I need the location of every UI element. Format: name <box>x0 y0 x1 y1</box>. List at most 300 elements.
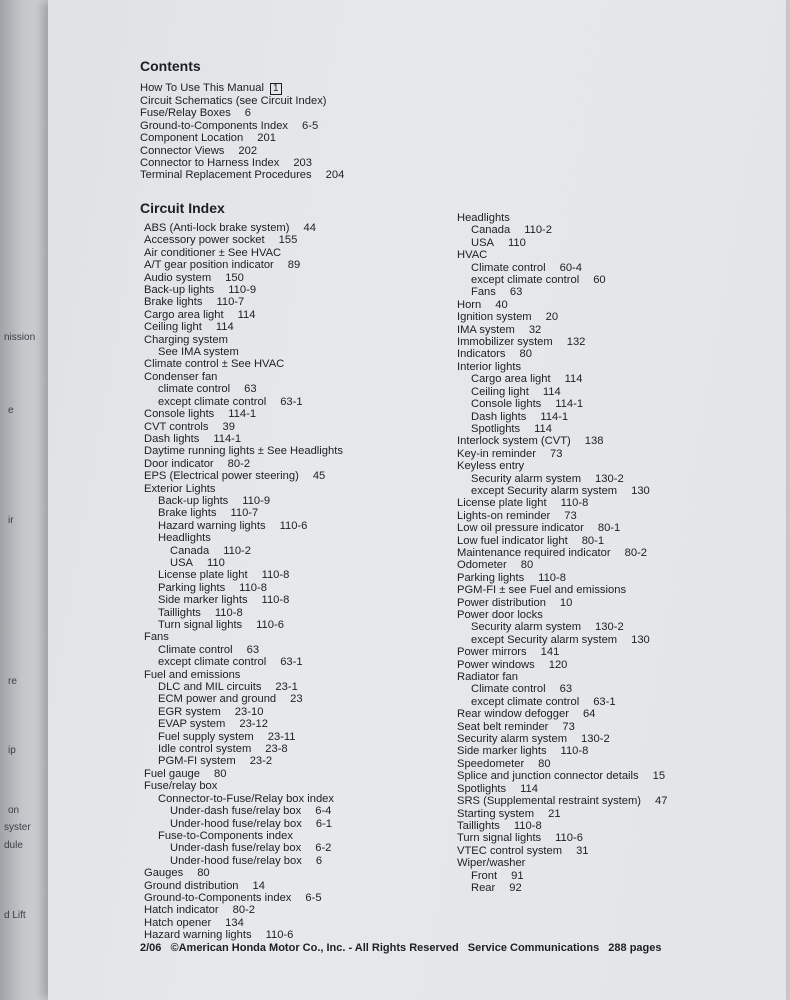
index-entry-label: Side marker lights <box>457 745 547 758</box>
index-entry-page: 114 <box>520 782 538 795</box>
index-entry-page: 63 <box>509 286 523 299</box>
index-entry-label: Low oil pressure indicator <box>457 522 584 535</box>
index-entry-page: 63-1 <box>280 656 303 669</box>
circuit-index-section <box>140 200 740 942</box>
index-entry-label: Fuel supply system <box>158 730 254 743</box>
index-entry-page: 114-1 <box>555 398 584 411</box>
index-entry-label: Condenser fan <box>144 370 218 383</box>
index-entry-page: 80 <box>519 348 532 361</box>
index-entry-label: Power mirrors <box>457 646 527 659</box>
index-entry-page: 45 <box>312 470 326 483</box>
index-entry-page: 21 <box>548 807 561 820</box>
index-entry-page: 155 <box>278 234 298 247</box>
index-entry-page: 114-1 <box>228 408 257 421</box>
index-entry-label: ABS (Anti-lock brake system) <box>144 222 290 234</box>
index-entry-label: SRS (Supplemental restraint system) <box>457 795 642 808</box>
binding-fragment-text: re <box>8 676 17 687</box>
index-entry-label: Dash lights <box>144 432 200 445</box>
index-entry <box>144 408 343 420</box>
index-entry-page: 138 <box>584 435 604 448</box>
contents-item-page: 6-5 <box>302 119 319 132</box>
index-column-left <box>144 222 343 942</box>
index-entry <box>457 324 668 336</box>
index-entry-page: 110-7 <box>230 507 259 520</box>
index-entry-label: Climate control <box>158 643 233 656</box>
index-entry <box>457 460 668 472</box>
index-entry-label: Accessory power socket <box>144 234 265 247</box>
index-entry-page: 63-1 <box>593 695 616 708</box>
index-entry-page: 32 <box>528 323 542 336</box>
index-entry <box>144 247 343 259</box>
index-entry <box>457 398 668 410</box>
index-entry-label: Ground-to-Components index <box>144 891 292 904</box>
index-entry-label: Console lights <box>471 398 542 411</box>
index-entry-label: HVAC <box>457 249 488 262</box>
index-entry-label: Ignition system <box>457 311 532 324</box>
index-entry <box>144 743 343 755</box>
index-entry-page: 80 <box>197 867 210 880</box>
index-entry-page: 110-8 <box>261 569 290 582</box>
index-entry-page: 141 <box>540 646 560 659</box>
index-entry-label: Door indicator <box>144 457 214 470</box>
index-entry <box>144 755 343 767</box>
index-entry-label: Hatch indicator <box>144 904 219 917</box>
index-entry <box>457 584 668 596</box>
index-entry <box>457 597 668 609</box>
index-entry-label: USA <box>170 556 194 569</box>
index-entry-label: Rear window defogger <box>457 708 569 721</box>
index-entry-label: License plate light <box>158 569 248 582</box>
binding-fragment-text: d Lift <box>4 910 26 921</box>
contents-item-page: 1 <box>270 83 282 95</box>
index-entry-label: Under-dash fuse/relay box <box>170 842 302 855</box>
index-entry-label: Daytime running lights ± See Headlights <box>144 445 343 458</box>
index-entry <box>457 249 668 261</box>
index-entry-label: Climate control ± See HVAC <box>144 358 285 371</box>
index-entry <box>144 545 343 557</box>
index-entry-label: Ceiling light <box>144 321 202 334</box>
index-entry <box>457 274 668 286</box>
index-entry-page: 80-2 <box>227 457 251 470</box>
index-entry <box>457 411 668 423</box>
index-entry-page: 10 <box>559 596 573 609</box>
index-entry-page: 73 <box>549 447 563 460</box>
binding-fragment-text: dule <box>4 840 23 851</box>
index-entry-page: 114-1 <box>213 432 242 445</box>
index-entry-page: 73 <box>564 509 577 522</box>
index-entry-label: Maintenance required indicator <box>457 546 611 559</box>
contents-item <box>140 82 760 95</box>
index-entry-page: 110-8 <box>513 819 542 832</box>
index-entry <box>144 880 343 892</box>
index-entry-label: Spotlights <box>457 782 507 795</box>
index-entry <box>144 483 343 495</box>
contents-list <box>140 82 760 182</box>
index-entry <box>144 607 343 619</box>
index-entry <box>144 272 343 284</box>
index-entry-label: Interior lights <box>457 360 522 373</box>
contents-item-page: 202 <box>238 144 258 157</box>
index-entry <box>457 336 668 348</box>
index-entry-label: Security alarm system <box>471 621 582 634</box>
index-entry <box>144 929 343 941</box>
index-entry <box>144 681 343 693</box>
index-entry <box>144 917 343 929</box>
index-entry <box>457 212 668 224</box>
index-entry-page: 23-2 <box>249 755 273 768</box>
index-entry-label: CVT controls <box>144 420 209 433</box>
index-entry-label: Power door locks <box>457 609 543 621</box>
index-entry <box>457 435 668 447</box>
index-entry-label: Canada <box>170 544 210 557</box>
index-entry <box>457 845 668 857</box>
index-entry-label: Wiper/washer <box>457 857 526 870</box>
index-entry <box>457 286 668 298</box>
index-entry-label: Canada <box>471 224 511 237</box>
index-entry-page: 114 <box>237 308 256 321</box>
index-entry <box>457 758 668 770</box>
index-entry-page: 110-6 <box>265 929 294 942</box>
index-entry-page: 6-5 <box>305 891 322 904</box>
contents-item-label: Ground-to-Components Index <box>140 119 289 132</box>
binding-fragment-text: nission <box>4 332 36 343</box>
index-entry <box>457 634 668 646</box>
index-entry-label: Spotlights <box>471 422 521 435</box>
index-entry <box>457 497 668 509</box>
footer-dept: Service Communications <box>467 942 600 954</box>
index-entry-page: 80-1 <box>597 522 621 535</box>
index-entry-label: Odometer <box>457 559 507 572</box>
index-entry-page: 132 <box>566 336 586 349</box>
index-entry-label: Taillights <box>158 606 201 619</box>
index-entry-label: License plate light <box>457 497 547 510</box>
index-entry <box>144 470 343 482</box>
index-entry <box>457 535 668 547</box>
index-entry <box>457 522 668 534</box>
contents-item <box>140 145 760 157</box>
index-entry-page: 130-2 <box>595 472 624 485</box>
index-entry <box>144 507 343 519</box>
index-entry <box>457 745 668 757</box>
index-entry <box>457 708 668 720</box>
index-entry-page: 60 <box>593 274 606 287</box>
index-entry-page: 39 <box>222 420 235 433</box>
index-entry <box>457 621 668 633</box>
index-entry-label: Immobilizer system <box>457 336 553 349</box>
index-entry-page: 63 <box>244 383 257 396</box>
index-entry-page: 63-1 <box>280 395 303 408</box>
index-entry <box>144 495 343 507</box>
index-entry-label: Hazard warning lights <box>158 519 266 532</box>
index-entry <box>457 373 668 385</box>
contents-item-label: Connector Views <box>140 144 225 157</box>
index-entry-page: 114-1 <box>540 410 569 423</box>
index-entry-page: 110-8 <box>560 745 589 758</box>
binding-fragment-text: syster <box>4 822 31 833</box>
index-entry <box>457 870 668 882</box>
index-entry-page: 130-2 <box>595 621 624 634</box>
index-entry <box>144 656 343 668</box>
index-entry-label: Power windows <box>457 658 535 671</box>
contents-item-label: Terminal Replacement Procedures <box>140 169 312 182</box>
index-entry-label: Key-in reminder <box>457 447 536 460</box>
index-entry <box>457 448 668 460</box>
index-entry-page: 63 <box>559 683 573 696</box>
index-entry-page: 92 <box>509 881 522 894</box>
index-entry-label: Cargo area light <box>471 373 551 386</box>
index-entry-page: 134 <box>225 916 244 929</box>
binding-fragment-text: ip <box>8 745 16 756</box>
contents-item-label: Component Location <box>140 132 244 145</box>
contents-item <box>140 132 760 144</box>
index-entry <box>144 358 343 370</box>
index-entry <box>144 346 343 358</box>
contents-item <box>140 157 760 169</box>
index-entry-label: Fuel gauge <box>144 767 200 780</box>
index-entry <box>457 224 668 236</box>
index-entry <box>457 237 668 249</box>
index-entry-page: 120 <box>548 658 568 671</box>
index-entry-page: 23-8 <box>265 743 288 756</box>
index-entry-label: Dash lights <box>471 410 527 423</box>
index-entry-label: EVAP system <box>158 718 226 731</box>
index-entry <box>144 433 343 445</box>
index-entry-label: Lights-on reminder <box>457 509 551 522</box>
index-entry-page: 47 <box>655 795 668 808</box>
index-entry-page: 110-8 <box>239 581 267 594</box>
index-entry <box>144 321 343 333</box>
index-entry-page: 6-4 <box>315 805 332 818</box>
index-entry-label: Rear <box>471 881 496 894</box>
index-entry <box>144 619 343 631</box>
index-entry-page: 31 <box>576 844 589 857</box>
index-entry-page: 114 <box>215 321 234 334</box>
index-entry <box>144 805 343 817</box>
index-entry-page: 110 <box>207 556 225 569</box>
index-entry-page: 40 <box>495 298 508 311</box>
index-entry <box>144 445 343 457</box>
index-entry-page: 110 <box>508 236 526 249</box>
footer-copyright: ©American Honda Motor Co., Inc. - All Rights Reserved <box>170 942 459 954</box>
index-entry-page: 6-1 <box>315 817 333 830</box>
index-entry-page: 110-6 <box>279 519 308 532</box>
binding-fragment-text: on <box>8 805 20 816</box>
index-entry <box>144 520 343 532</box>
footer-pages: 288 pages <box>608 942 662 954</box>
index-entry <box>144 669 343 681</box>
index-entry <box>457 820 668 832</box>
index-entry-label: ECM power and ground <box>158 693 277 706</box>
index-entry <box>457 696 668 708</box>
index-entry <box>457 832 668 844</box>
index-entry <box>144 371 343 383</box>
index-entry-label: Parking lights <box>457 571 525 584</box>
index-entry-label: Gauges <box>144 867 184 880</box>
contents-item-page: 201 <box>257 132 276 145</box>
index-entry-label: except climate control <box>471 695 580 708</box>
footer-date: 2/06 <box>140 942 162 954</box>
index-entry-label: Under-hood fuse/relay box <box>170 817 302 830</box>
index-entry-label: Under-dash fuse/relay box <box>170 805 302 818</box>
index-entry-label: A/T gear position indicator <box>144 259 274 272</box>
contents-item-label: Connector to Harness Index <box>140 157 280 170</box>
index-entry-label: PGM-FI system <box>158 755 236 768</box>
index-entry-page: 6-2 <box>315 842 332 855</box>
index-entry-label: except Security alarm system <box>471 633 618 646</box>
index-entry <box>457 572 668 584</box>
index-entry <box>457 646 668 658</box>
index-entry-page: 80-2 <box>232 904 256 917</box>
index-entry-label: Fuel and emissions <box>144 668 241 681</box>
index-entry-label: Starting system <box>457 807 535 820</box>
index-entry <box>457 510 668 522</box>
index-entry-label: PGM-FI ± see Fuel and emissions <box>457 584 627 597</box>
index-entry-page: 110-8 <box>560 497 589 510</box>
index-entry-page: 14 <box>252 879 265 892</box>
index-entry-label: Taillights <box>457 819 500 832</box>
index-column-right <box>457 212 668 894</box>
index-entry-label: Brake lights <box>158 507 217 520</box>
index-entry-page: 23-11 <box>267 730 296 743</box>
index-entry <box>457 559 668 571</box>
index-entry <box>457 733 668 745</box>
index-entry <box>144 793 343 805</box>
index-entry <box>457 783 668 795</box>
index-entry <box>457 770 668 782</box>
index-entry-label: Fans <box>144 631 169 644</box>
index-entry-label: Turn signal lights <box>457 832 542 845</box>
index-entry <box>144 296 343 308</box>
index-entry <box>144 706 343 718</box>
index-entry-label: Radiator fan <box>457 671 518 684</box>
index-entry-page: 23-1 <box>275 681 298 694</box>
index-entry <box>144 842 343 854</box>
index-entry-label: EPS (Electrical power steering) <box>144 470 299 483</box>
index-entry-label: Splice and junction connector details <box>457 770 639 783</box>
index-entry <box>144 334 343 346</box>
index-entry-page: 23-10 <box>234 705 264 718</box>
index-entry-page: 114 <box>542 385 561 398</box>
index-entry-label: except climate control <box>471 274 580 287</box>
contents-title: Contents <box>140 58 201 74</box>
index-entry <box>144 234 343 246</box>
index-entry-label: Keyless entry <box>457 460 525 473</box>
index-entry-label: except Security alarm system <box>471 484 618 497</box>
index-entry-label: Front <box>471 869 498 882</box>
index-entry-label: Back-up lights <box>158 494 229 507</box>
index-entry <box>457 808 668 820</box>
contents-item-label: Circuit Schematics (see Circuit Index) <box>140 95 327 107</box>
index-entry-page: 23-12 <box>239 718 268 731</box>
index-entry-label: Cargo area light <box>144 308 224 321</box>
index-entry-page: 110-8 <box>261 594 290 607</box>
index-entry-label: VTEC control system <box>457 844 563 857</box>
index-entry <box>144 904 343 916</box>
index-entry-label: EGR system <box>158 705 221 718</box>
index-entry <box>144 383 343 395</box>
index-entry <box>144 693 343 705</box>
index-entry-page: 89 <box>287 259 301 272</box>
index-entry <box>457 795 668 807</box>
index-entry-label: Connector-to-Fuse/Relay box index <box>158 792 334 805</box>
index-entry-label: Headlights <box>457 212 510 224</box>
index-entry-label: Ground distribution <box>144 879 239 892</box>
index-entry-label: Exterior Lights <box>144 482 216 495</box>
index-entry-page: 114 <box>534 422 552 435</box>
index-entry-label: See IMA system <box>158 346 239 359</box>
index-entry <box>144 631 343 643</box>
index-entry <box>144 582 343 594</box>
index-entry-page: 114 <box>564 373 583 386</box>
index-entry-label: Brake lights <box>144 296 203 309</box>
index-entry-label: Climate control <box>471 683 546 696</box>
index-entry-label: USA <box>471 236 495 249</box>
index-entry-page: 80-2 <box>624 546 648 559</box>
index-entry <box>144 731 343 743</box>
index-entry <box>457 721 668 733</box>
index-entry-page: 130 <box>631 484 650 497</box>
index-entry-page: 63 <box>246 643 260 656</box>
contents-section <box>140 58 760 182</box>
index-entry-page: 91 <box>511 869 524 882</box>
index-entry-label: Speedometer <box>457 757 525 770</box>
index-entry-label: Headlights <box>158 532 211 545</box>
contents-item-page: 6 <box>244 107 252 120</box>
index-entry-page: 110-2 <box>223 544 251 557</box>
index-entry <box>144 768 343 780</box>
index-entry <box>457 659 668 671</box>
contents-item <box>140 107 760 119</box>
contents-item <box>140 95 760 107</box>
index-entry-page: 110-7 <box>216 296 245 309</box>
previous-page-binding <box>0 0 48 1000</box>
index-entry-page: 80 <box>538 757 551 770</box>
index-entry <box>144 718 343 730</box>
index-entry-page: 20 <box>545 311 559 324</box>
index-entry-label: Low fuel indicator light <box>457 534 568 547</box>
index-entry <box>457 485 668 497</box>
index-entry-label: Parking lights <box>158 581 226 594</box>
page-footer <box>140 942 668 954</box>
index-entry-label: Side marker lights <box>158 594 248 607</box>
index-entry-label: climate control <box>158 383 231 396</box>
index-entry-label: Indicators <box>457 348 506 361</box>
index-entry <box>457 299 668 311</box>
index-entry <box>144 309 343 321</box>
index-entry <box>144 259 343 271</box>
index-entry-page: 110-9 <box>228 284 257 297</box>
index-entry <box>457 857 668 869</box>
index-entry-label: Hazard warning lights <box>144 929 252 942</box>
index-entry <box>457 348 668 360</box>
index-entry <box>144 594 343 606</box>
index-entry-label: Fans <box>471 286 496 299</box>
index-entry-page: 73 <box>562 720 575 733</box>
circuit-index-title: Circuit Index <box>140 200 225 216</box>
index-entry <box>457 882 668 894</box>
contents-item <box>140 120 760 132</box>
index-entry-label: Ceiling light <box>471 385 529 398</box>
index-entry-label: Fuse/relay box <box>144 780 218 793</box>
index-entry <box>457 423 668 435</box>
index-entry-page: 80-1 <box>581 534 605 547</box>
contents-item-page: 204 <box>325 169 345 182</box>
index-entry-label: Horn <box>457 298 482 311</box>
index-entry-page: 150 <box>225 271 244 284</box>
index-entry-page: 130 <box>631 633 650 646</box>
binding-fragment-text: e <box>8 405 14 416</box>
index-entry-page: 44 <box>303 222 316 234</box>
